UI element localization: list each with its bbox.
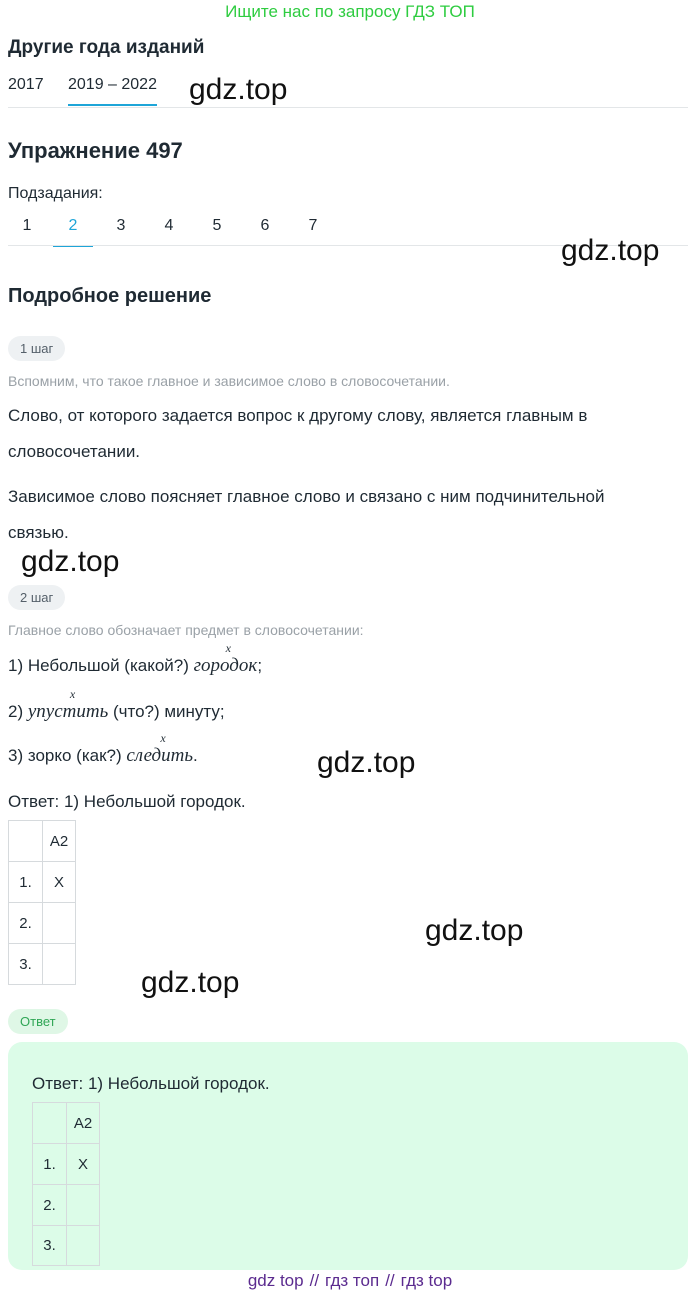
subtask-7[interactable]: 7 xyxy=(308,217,318,234)
watermark: gdz.top xyxy=(141,966,240,999)
solution-heading: Подробное решение xyxy=(8,285,212,307)
table-cell xyxy=(67,1185,100,1226)
exercise-title: Упражнение 497 xyxy=(8,138,183,163)
main-word: x городок xyxy=(193,641,258,676)
text-line: словосочетании. xyxy=(8,442,141,461)
table-cell xyxy=(67,1226,100,1266)
footer-link[interactable]: гдз топ xyxy=(325,1271,380,1290)
year-tab-2017[interactable]: 2017 xyxy=(8,76,44,93)
text: . xyxy=(193,746,198,765)
table-cell: 1. xyxy=(9,862,43,903)
main-word-mark: x xyxy=(225,641,231,655)
subtask-3[interactable]: 3 xyxy=(116,217,126,234)
table-cell xyxy=(9,821,43,862)
table-cell: Х xyxy=(43,862,76,903)
table-row xyxy=(33,1185,100,1226)
subtasks-label: Подзадания: xyxy=(8,185,103,202)
text: ; xyxy=(257,656,263,675)
main-word-mark: x xyxy=(69,687,76,701)
answer-badge: Ответ xyxy=(8,1009,68,1034)
answer-text: Ответ: 1) Небольшой городок. xyxy=(32,1074,270,1093)
example-line-3 xyxy=(8,731,198,767)
text-line: Слово, от которого задается вопрос к другому слову, является главным в xyxy=(8,406,588,425)
table-cell xyxy=(43,944,76,985)
step-2-answer: Ответ: 1) Небольшой городок. xyxy=(8,792,246,811)
step-1-note: Вспомним, что такое главное и зависимое слово в словосочетании. xyxy=(8,373,450,389)
table-cell: 1. xyxy=(33,1144,67,1185)
subtask-4[interactable]: 4 xyxy=(164,217,174,234)
main-word-mark: x xyxy=(160,731,166,745)
table-row xyxy=(9,821,76,862)
footer-link[interactable]: гдз top xyxy=(400,1271,453,1290)
footer-links xyxy=(0,1271,700,1291)
table-row xyxy=(33,1144,100,1185)
step-2-badge: 2 шаг xyxy=(8,585,65,610)
footer-link[interactable]: gdz top xyxy=(247,1271,304,1290)
watermark: gdz.top xyxy=(561,234,660,267)
footer-separator: // xyxy=(309,1271,320,1290)
table-cell: 3. xyxy=(33,1226,67,1266)
text-line: Зависимое слово поясняет главное слово и связано с ним подчинительной xyxy=(8,487,605,506)
text: 1) Небольшой (какой?) xyxy=(8,656,194,675)
table-row xyxy=(9,862,76,903)
subtask-2[interactable]: 2 xyxy=(53,217,93,247)
answer-box xyxy=(8,1042,688,1270)
table-cell xyxy=(33,1103,67,1144)
table-row xyxy=(33,1226,100,1266)
table-cell: 3. xyxy=(9,944,43,985)
table-cell: 2. xyxy=(9,903,43,944)
watermark: gdz.top xyxy=(189,73,288,106)
table-cell xyxy=(43,903,76,944)
text: 2) xyxy=(8,702,28,721)
year-tab-2019-2022[interactable]: 2019 – 2022 xyxy=(68,76,157,106)
table-cell: Х xyxy=(67,1144,100,1185)
main-word: x упустить xyxy=(27,687,109,722)
main-word: x следить xyxy=(126,731,194,766)
table-header-cell: А2 xyxy=(67,1103,100,1144)
answer-table xyxy=(8,820,76,985)
table-header-cell: А2 xyxy=(43,821,76,862)
text: (что?) минуту; xyxy=(108,702,225,721)
subtask-1[interactable]: 1 xyxy=(22,217,32,234)
step-2-note: Главное слово обозначает предмет в словосочетании: xyxy=(8,622,364,638)
watermark: gdz.top xyxy=(21,545,120,578)
step-1-paragraph-2 xyxy=(8,479,688,551)
other-years-heading: Другие года изданий xyxy=(8,37,205,58)
step-1-badge: 1 шаг xyxy=(8,336,65,361)
table-row xyxy=(33,1103,100,1144)
example-line-1 xyxy=(8,641,263,677)
table-cell: 2. xyxy=(33,1185,67,1226)
divider xyxy=(8,107,688,108)
watermark: gdz.top xyxy=(425,914,524,947)
table-row xyxy=(9,944,76,985)
step-1-paragraph-1 xyxy=(8,398,688,470)
watermark: gdz.top xyxy=(317,746,416,779)
subtask-6[interactable]: 6 xyxy=(260,217,270,234)
example-line-2 xyxy=(8,687,225,723)
answer-box-table xyxy=(32,1102,100,1266)
footer-separator: // xyxy=(385,1271,395,1290)
subtask-5[interactable]: 5 xyxy=(212,217,222,234)
text: 3) зорко (как?) xyxy=(8,746,127,765)
table-row xyxy=(9,903,76,944)
search-banner: Ищите нас по запросу ГДЗ ТОП xyxy=(225,2,475,21)
text-line: связью. xyxy=(8,523,69,542)
